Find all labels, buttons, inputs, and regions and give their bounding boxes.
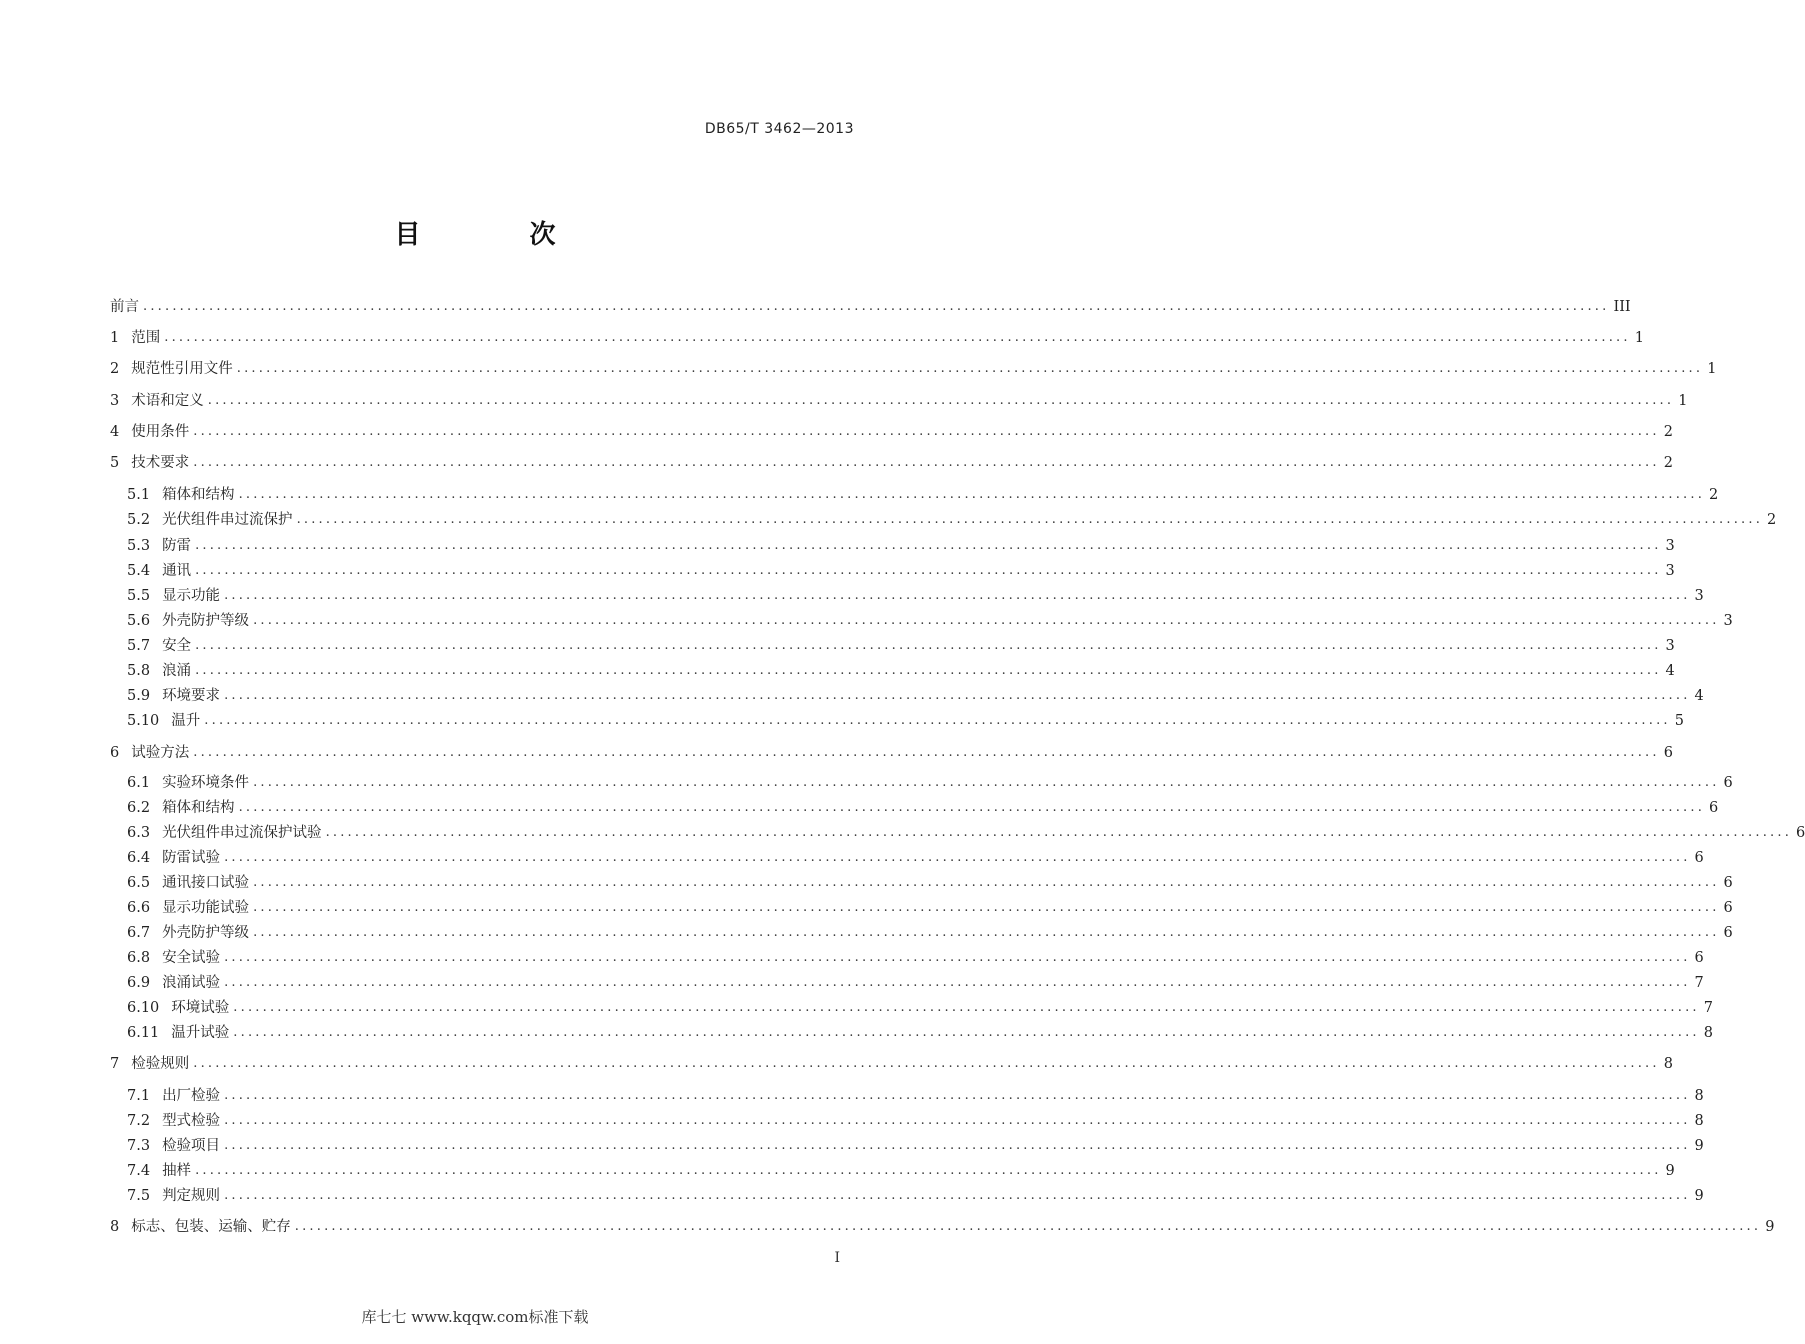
toc-entry-page: 1	[1634, 330, 1644, 346]
toc-entry-number: 6.8	[127, 950, 151, 966]
toc-entry-number: 1	[110, 330, 120, 346]
toc-entry-page: 3	[1665, 563, 1675, 579]
toc-entry-number: 5.6	[127, 613, 151, 629]
toc-entry[interactable]	[110, 296, 1631, 318]
toc-entry-label: 箱体和结构	[162, 487, 235, 503]
document-code: DB65/T 3462—2013	[704, 121, 854, 137]
toc-entry-number: 5.8	[127, 663, 151, 679]
toc-entry[interactable]	[110, 452, 1673, 474]
toc-entry-number: 6.7	[127, 925, 151, 941]
toc-entry-label: 标志、包装、运输、贮存	[131, 1219, 291, 1235]
toc-leader-dots: ........................................................................................................................................................................................................	[207, 393, 1675, 408]
toc-leader-dots: ........................................................................................................................................................................................................	[224, 975, 1691, 990]
toc-entry-page: 7	[1703, 1000, 1713, 1016]
toc-entry[interactable]	[127, 972, 1704, 994]
toc-entry-number: 7.3	[127, 1138, 151, 1154]
toc-entry-number: 6.11	[127, 1025, 160, 1041]
toc-entry-number: 5.2	[127, 512, 151, 528]
toc-entry-label: 环境试验	[171, 1000, 230, 1016]
toc-leader-dots: ........................................................................................................................................................................................................	[253, 875, 1720, 890]
toc-entry-label: 术语和定义	[131, 393, 204, 409]
toc-leader-dots: ........................................................................................................................................................................................................	[233, 1000, 1700, 1015]
toc-entry[interactable]	[127, 660, 1675, 682]
toc-entry-label: 试验方法	[131, 745, 190, 761]
toc-entry-number: 5	[110, 455, 120, 471]
page-number: I	[834, 1250, 840, 1266]
toc-entry[interactable]	[127, 822, 1805, 844]
toc-leader-dots: ........................................................................................................................................................................................................	[204, 713, 1671, 728]
toc-entry[interactable]	[127, 947, 1704, 969]
toc-entry-label: 实验环境条件	[162, 775, 250, 791]
toc-leader-dots: ........................................................................................................................................................................................................	[193, 1056, 1660, 1071]
toc-entry-number: 7.5	[127, 1188, 151, 1204]
toc-leader-dots: ........................................................................................................................................................................................................	[193, 424, 1660, 439]
toc-entry-number: 3	[110, 393, 120, 409]
toc-entry-number: 7	[110, 1056, 120, 1072]
toc-leader-dots: ........................................................................................................................................................................................................	[224, 1088, 1691, 1103]
toc-entry-page: 8	[1694, 1088, 1704, 1104]
toc-entry-number: 6.3	[127, 825, 151, 841]
toc-entry-label: 浪涌试验	[162, 975, 221, 991]
toc-entry[interactable]	[127, 610, 1733, 632]
toc-entry[interactable]	[127, 560, 1675, 582]
toc-entry-page: 2	[1767, 512, 1777, 528]
toc-entry[interactable]	[127, 922, 1733, 944]
toc-entry-page: III	[1613, 299, 1631, 315]
toc-entry-label: 型式检验	[162, 1113, 221, 1129]
toc-entry-label: 规范性引用文件	[131, 361, 233, 377]
toc-entry-page: 6	[1709, 800, 1719, 816]
toc-leader-dots: ........................................................................................................................................................................................................	[325, 825, 1793, 840]
toc-entry[interactable]	[110, 358, 1717, 380]
toc-entry-label: 温升	[171, 713, 201, 729]
toc-entry-label: 外壳防护等级	[162, 925, 250, 941]
toc-leader-dots: ........................................................................................................................................................................................................	[294, 1219, 1762, 1234]
toc-entry[interactable]	[127, 509, 1777, 531]
toc-entry[interactable]	[127, 585, 1704, 607]
toc-entry[interactable]	[110, 327, 1644, 349]
toc-entry-number: 5.3	[127, 538, 151, 554]
toc-entry[interactable]	[127, 1135, 1704, 1157]
toc-entry[interactable]	[127, 797, 1719, 819]
toc-entry[interactable]	[127, 997, 1713, 1019]
toc-entry[interactable]	[110, 421, 1673, 443]
toc-entry-page: 6	[1723, 925, 1733, 941]
toc-entry-number: 6.5	[127, 875, 151, 891]
toc-entry-label: 外壳防护等级	[162, 613, 250, 629]
toc-entry-label: 使用条件	[131, 424, 190, 440]
toc-leader-dots: ........................................................................................................................................................................................................	[224, 850, 1691, 865]
toc-leader-dots: ........................................................................................................................................................................................................	[224, 950, 1691, 965]
toc-entry-page: 3	[1723, 613, 1733, 629]
toc-entry-page: 4	[1665, 663, 1675, 679]
toc-leader-dots: ........................................................................................................................................................................................................	[224, 1113, 1691, 1128]
toc-leader-dots: ........................................................................................................................................................................................................	[193, 455, 1660, 470]
toc-entry-page: 7	[1694, 975, 1704, 991]
toc-entry-number: 6.9	[127, 975, 151, 991]
toc-entry-number: 5.10	[127, 713, 160, 729]
toc-leader-dots: ........................................................................................................................................................................................................	[253, 775, 1720, 790]
toc-entry-page: 3	[1694, 588, 1704, 604]
toc-leader-dots: ........................................................................................................................................................................................................	[164, 330, 1631, 345]
toc-entry[interactable]	[127, 1185, 1704, 1207]
toc-entry-number: 6.1	[127, 775, 151, 791]
toc-entry-page: 6	[1723, 875, 1733, 891]
toc-entry-page: 3	[1665, 638, 1675, 654]
toc-entry-page: 9	[1665, 1163, 1675, 1179]
toc-entry-page: 6	[1694, 850, 1704, 866]
toc-entry-number: 5.5	[127, 588, 151, 604]
toc-leader-dots: ........................................................................................................................................................................................................	[236, 361, 1704, 376]
toc-entry-number: 6.2	[127, 800, 151, 816]
toc-entry-page: 1	[1678, 393, 1688, 409]
toc-entry[interactable]	[127, 484, 1719, 506]
toc-entry[interactable]	[110, 742, 1673, 764]
toc-entry-label: 防雷	[162, 538, 192, 554]
toc-leader-dots: ........................................................................................................................................................................................................	[238, 800, 1706, 815]
toc-entry-number: 4	[110, 424, 120, 440]
toc-entry-label: 箱体和结构	[162, 800, 235, 816]
toc-entry-label: 环境要求	[162, 688, 221, 704]
toc-entry-page: 8	[1694, 1113, 1704, 1129]
toc-entry-page: 2	[1709, 487, 1719, 503]
toc-entry-label: 检验项目	[162, 1138, 221, 1154]
toc-entry-label: 安全试验	[162, 950, 221, 966]
toc-entry-page: 9	[1694, 1188, 1704, 1204]
toc-entry-number: 2	[110, 361, 120, 377]
toc-leader-dots: ........................................................................................................................................................................................................	[195, 1163, 1662, 1178]
toc-entry-label: 温升试验	[171, 1025, 230, 1041]
toc-entry[interactable]	[127, 1022, 1713, 1044]
toc-leader-dots: ........................................................................................................................................................................................................	[224, 688, 1691, 703]
toc-leader-dots: ........................................................................................................................................................................................................	[238, 487, 1706, 502]
toc-entry-number: 5.1	[127, 487, 151, 503]
toc-entry-number: 6.6	[127, 900, 151, 916]
toc-leader-dots: ........................................................................................................................................................................................................	[296, 512, 1764, 527]
toc-entry-page: 2	[1663, 424, 1673, 440]
toc-entry-label: 安全	[162, 638, 192, 654]
toc-leader-dots: ........................................................................................................................................................................................................	[253, 900, 1720, 915]
toc-entry[interactable]	[110, 1053, 1673, 1075]
toc-entry-page: 2	[1663, 455, 1673, 471]
toc-entry-page: 5	[1674, 713, 1684, 729]
toc-entry-label: 通讯接口试验	[162, 875, 250, 891]
toc-entry[interactable]	[110, 390, 1688, 412]
toc-entry-label: 出厂检验	[162, 1088, 221, 1104]
toc-entry-label: 显示功能	[162, 588, 221, 604]
toc-entry-label: 显示功能试验	[162, 900, 250, 916]
toc-entry-number: 7.2	[127, 1113, 151, 1129]
toc-entry-page: 6	[1723, 900, 1733, 916]
toc-entry-label: 判定规则	[162, 1188, 221, 1204]
toc-entry-label: 前言	[110, 299, 139, 315]
toc-entry-number: 6.10	[127, 1000, 160, 1016]
toc-entry[interactable]	[127, 847, 1704, 869]
toc-leader-dots: ........................................................................................................................................................................................................	[143, 299, 1610, 314]
toc-leader-dots: ........................................................................................................................................................................................................	[224, 1138, 1691, 1153]
page-title: 目 次	[394, 220, 606, 250]
toc-entry-label: 抽样	[162, 1163, 192, 1179]
toc-entry-page: 6	[1663, 745, 1673, 761]
toc-leader-dots: ........................................................................................................................................................................................................	[195, 563, 1662, 578]
toc-entry[interactable]	[110, 1216, 1775, 1238]
toc-entry[interactable]	[127, 1085, 1704, 1107]
toc-entry-label: 通讯	[162, 563, 192, 579]
toc-entry[interactable]	[127, 635, 1675, 657]
toc-entry[interactable]	[127, 872, 1733, 894]
toc-entry-label: 光伏组件串过流保护	[162, 512, 293, 528]
toc-leader-dots: ........................................................................................................................................................................................................	[253, 925, 1720, 940]
toc-leader-dots: ........................................................................................................................................................................................................	[233, 1025, 1700, 1040]
toc-entry-page: 1	[1707, 361, 1717, 377]
toc-entry[interactable]	[127, 535, 1675, 557]
toc-entry-page: 8	[1663, 1056, 1673, 1072]
toc-entry[interactable]	[127, 897, 1733, 919]
toc-entry-number: 5.4	[127, 563, 151, 579]
toc-entry-number: 7.4	[127, 1163, 151, 1179]
toc-entry-number: 5.7	[127, 638, 151, 654]
toc-entry[interactable]	[127, 685, 1704, 707]
toc-entry-label: 光伏组件串过流保护试验	[162, 825, 322, 841]
toc-leader-dots: ........................................................................................................................................................................................................	[224, 588, 1691, 603]
toc-entry-number: 6	[110, 745, 120, 761]
toc-entry[interactable]	[127, 1160, 1675, 1182]
toc-entry-label: 范围	[131, 330, 161, 346]
toc-entry[interactable]	[127, 1110, 1704, 1132]
toc-entry-page: 8	[1703, 1025, 1713, 1041]
toc-entry-number: 5.9	[127, 688, 151, 704]
toc-entry-label: 防雷试验	[162, 850, 221, 866]
toc-entry-label: 技术要求	[131, 455, 190, 471]
toc-entry-page: 9	[1694, 1138, 1704, 1154]
toc-entry-number: 6.4	[127, 850, 151, 866]
toc-entry-page: 6	[1796, 825, 1805, 841]
toc-leader-dots: ........................................................................................................................................................................................................	[195, 638, 1662, 653]
toc-entry[interactable]	[127, 772, 1733, 794]
toc-leader-dots: ........................................................................................................................................................................................................	[195, 663, 1662, 678]
toc-entry-number: 7.1	[127, 1088, 151, 1104]
toc-entry-page: 9	[1765, 1219, 1775, 1235]
toc-entry-label: 浪涌	[162, 663, 192, 679]
toc-entry-page: 3	[1665, 538, 1675, 554]
toc-entry-page: 4	[1694, 688, 1704, 704]
toc-entry-label: 检验规则	[131, 1056, 190, 1072]
footer-watermark: 库七七 www.kqqw.com标准下载	[361, 1308, 589, 1326]
toc-leader-dots: ........................................................................................................................................................................................................	[193, 745, 1660, 760]
toc-entry-page: 6	[1694, 950, 1704, 966]
toc-leader-dots: ........................................................................................................................................................................................................	[253, 613, 1720, 628]
toc-entry[interactable]	[127, 710, 1684, 732]
toc-entry-number: 8	[110, 1219, 120, 1235]
toc-leader-dots: ........................................................................................................................................................................................................	[195, 538, 1662, 553]
toc-leader-dots: ........................................................................................................................................................................................................	[224, 1188, 1691, 1203]
toc-entry-page: 6	[1723, 775, 1733, 791]
